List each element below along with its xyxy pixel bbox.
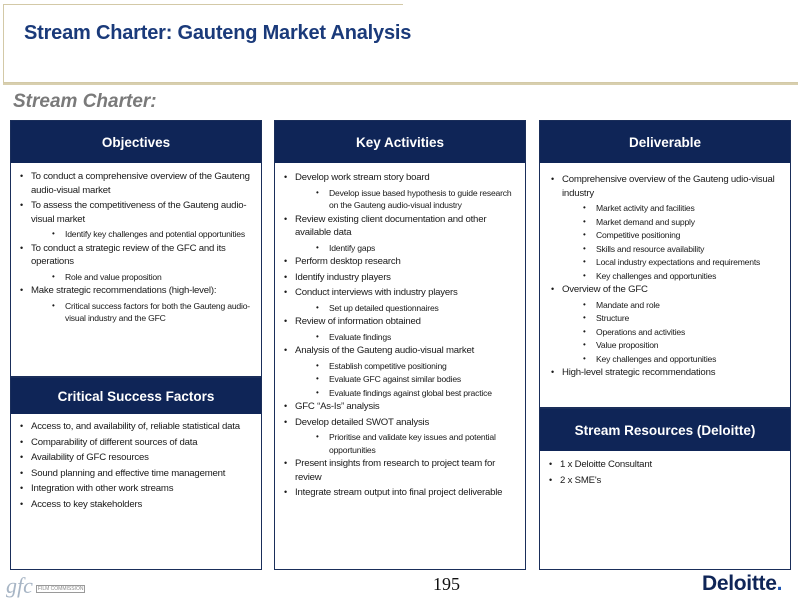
- bullet-item: • Overview of the GFC: [546, 283, 784, 297]
- sub-bullet-item: • Critical success factors for both the Gauteng audio-visual industry and the GFC: [15, 300, 255, 325]
- deloitte-logo-dot: .: [776, 572, 783, 595]
- sub-bullet-item: • Mandate and role: [546, 299, 784, 312]
- bullet-item: • Identify industry players: [279, 271, 517, 285]
- critical-success-factors-panel: [10, 377, 262, 570]
- gfc-logo-text: gfc: [6, 573, 33, 598]
- bullet-item: • Conduct interviews with industry players: [279, 286, 517, 300]
- deliverable-list: [546, 173, 784, 382]
- key-activities-header: Key Activities: [275, 121, 525, 163]
- deliverable-panel: [539, 120, 791, 408]
- page-title: Stream Charter: Gauteng Market Analysis: [24, 22, 412, 44]
- sub-bullet-item: • Competitive positioning: [546, 229, 784, 242]
- sub-bullet-item: • Skills and resource availability: [546, 243, 784, 256]
- critical-success-factors-header: Critical Success Factors: [11, 378, 261, 414]
- header-divider: [3, 83, 798, 85]
- bullet-item: • To conduct a strategic review of the GFC and its operations: [15, 242, 255, 269]
- bullet-item: • 2 x SME's: [544, 474, 784, 488]
- bullet-item: • Review existing client documentation and other available data: [279, 213, 517, 240]
- sub-bullet-item: • Establish competitive positioning: [279, 360, 517, 373]
- sub-bullet-item: • Operations and activities: [546, 326, 784, 339]
- bullet-item: • To assess the competitiveness of the Gauteng audio-visual market: [15, 199, 255, 226]
- sub-bullet-item: • Role and value proposition: [15, 271, 255, 284]
- stream-resources-list: [544, 458, 784, 489]
- stream-resources-header: Stream Resources (Deloitte): [540, 409, 790, 451]
- sub-bullet-item: • Key challenges and opportunities: [546, 353, 784, 366]
- bullet-item: • Comprehensive overview of the Gauteng udio-visual industry: [546, 173, 784, 200]
- bullet-item: • High-level strategic recommendations: [546, 366, 784, 380]
- bullet-item: • Develop work stream story board: [279, 171, 517, 185]
- objectives-header: Objectives: [11, 121, 261, 163]
- sub-bullet-item: • Evaluate GFC against similar bodies: [279, 373, 517, 386]
- bullet-item: • Develop detailed SWOT analysis: [279, 416, 517, 430]
- sub-bullet-item: • Identify key challenges and potential opportunities: [15, 228, 255, 241]
- deloitte-logo-text: Deloitte: [702, 572, 777, 595]
- objectives-list: [15, 170, 255, 326]
- sub-bullet-item: • Value proposition: [546, 339, 784, 352]
- sub-bullet-item: • Prioritise and validate key issues and potential opportunities: [279, 431, 517, 456]
- bullet-item: • Comparability of different sources of data: [15, 436, 255, 450]
- sub-bullet-item: • Evaluate findings: [279, 331, 517, 344]
- bullet-item: • 1 x Deloitte Consultant: [544, 458, 784, 472]
- key-activities-panel: [274, 120, 526, 570]
- deloitte-logo: [702, 572, 782, 596]
- bullet-item: • Perform desktop research: [279, 255, 517, 269]
- bullet-item: • Integration with other work streams: [15, 482, 255, 496]
- bullet-item: • Analysis of the Gauteng audio-visual market: [279, 344, 517, 358]
- bullet-item: • Sound planning and effective time management: [15, 467, 255, 481]
- bullet-item: • Present insights from research to project team for review: [279, 457, 517, 484]
- bullet-item: • Access to, and availability of, reliable statistical data: [15, 420, 255, 434]
- sub-bullet-item: • Key challenges and opportunities: [546, 270, 784, 283]
- bullet-item: • Availability of GFC resources: [15, 451, 255, 465]
- bullet-item: • Access to key stakeholders: [15, 498, 255, 512]
- bullet-item: • Integrate stream output into final project deliverable: [279, 486, 517, 500]
- bullet-item: • To conduct a comprehensive overview of the Gauteng audio-visual market: [15, 170, 255, 197]
- sub-bullet-item: • Identify gaps: [279, 242, 517, 255]
- gfc-logo-subtext: FILM COMMISSION: [37, 586, 84, 592]
- sub-bullet-item: • Market activity and facilities: [546, 202, 784, 215]
- sub-bullet-item: • Structure: [546, 312, 784, 325]
- objectives-panel: [10, 120, 262, 377]
- gfc-logo: [6, 575, 85, 597]
- page-number: 195: [433, 574, 460, 594]
- stream-resources-panel: [539, 408, 791, 570]
- deliverable-header: Deliverable: [540, 121, 790, 163]
- bullet-item: • Review of information obtained: [279, 315, 517, 329]
- section-title: Stream Charter:: [13, 91, 157, 112]
- sub-bullet-item: • Develop issue based hypothesis to guide research on the Gauteng audio-visual industry: [279, 187, 517, 212]
- sub-bullet-item: • Local industry expectations and requirements: [546, 256, 784, 269]
- bullet-item: • Make strategic recommendations (high-level):: [15, 284, 255, 298]
- bullet-item: • GFC “As-Is” analysis: [279, 400, 517, 414]
- sub-bullet-item: • Set up detailed questionnaires: [279, 302, 517, 315]
- sub-bullet-item: • Evaluate findings against global best practice: [279, 387, 517, 400]
- key-activities-list: [279, 171, 517, 502]
- critical-success-factors-list: [15, 420, 255, 513]
- sub-bullet-item: • Market demand and supply: [546, 216, 784, 229]
